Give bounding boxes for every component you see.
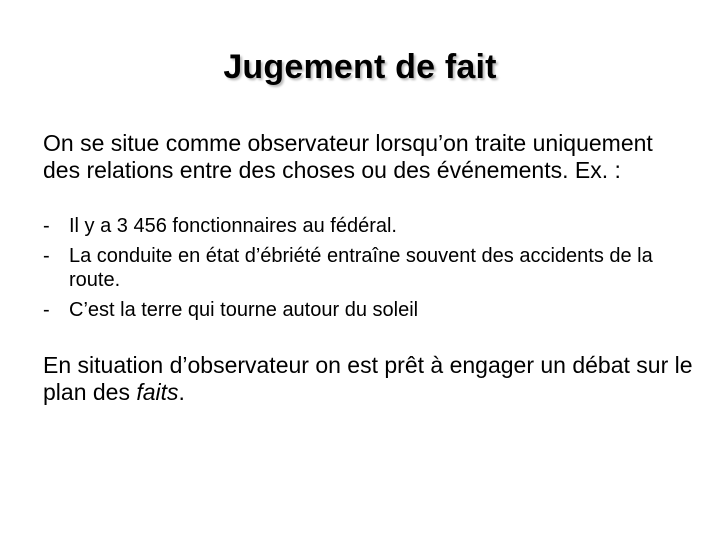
slide-title: Jugement de fait (223, 48, 497, 86)
bullet-dash: - (43, 215, 50, 237)
emphasis-word: faits (136, 379, 179, 405)
intro-paragraph: On se situe comme observateur lorsqu’on traite uniquement des relations entre des choses ou des événements. Ex. : (43, 130, 653, 183)
example-text: Il y a 3 456 fonctionnaires au fédéral. (69, 215, 397, 237)
conclusion-paragraph (43, 352, 693, 406)
bullet-dash: - (43, 299, 50, 321)
examples-list (43, 214, 693, 322)
list-item (43, 244, 693, 292)
list-item (43, 214, 693, 238)
example-text: La conduite en état d’ébriété entraîne souvent des accidents de la route. (69, 245, 653, 291)
conclusion-text: En situation d’observateur on est prêt à engager un débat sur le plan des (43, 352, 693, 405)
list-item (43, 298, 693, 322)
bullet-dash: - (43, 245, 50, 267)
conclusion-period: . (178, 379, 185, 405)
example-text: C’est la terre qui tourne autour du soleil (69, 299, 419, 321)
slide-body (43, 130, 693, 406)
